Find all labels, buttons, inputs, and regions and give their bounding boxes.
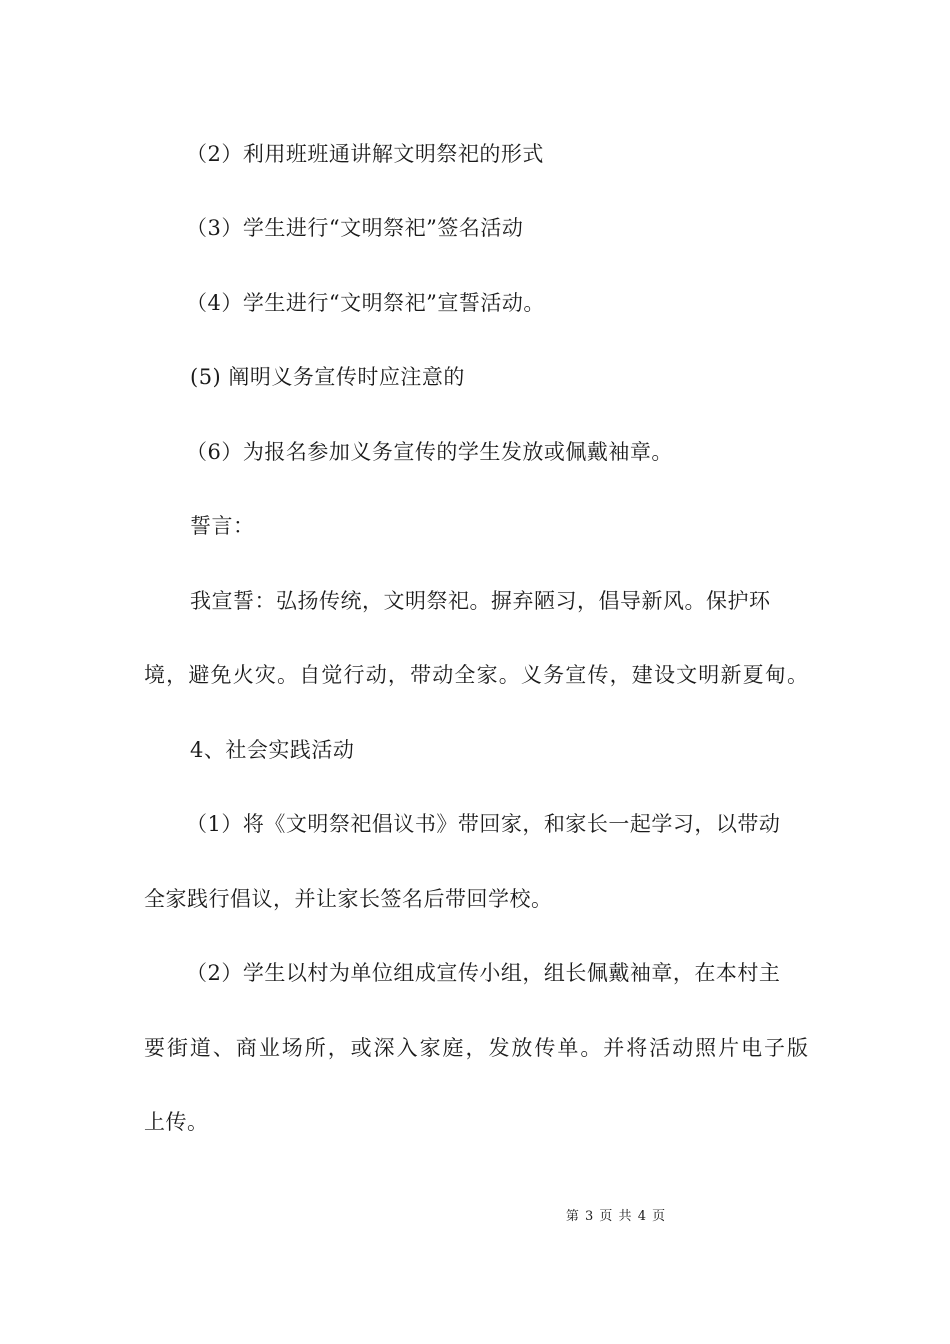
activity-line-5: 上传。 [144,1110,209,1134]
paragraph-line-3: （4）学生进行“文明祭祀”宣誓活动。 [186,291,545,315]
section-heading: 4、社会实践活动 [190,738,355,762]
paragraph-line-2: （3）学生进行“文明祭祀”签名活动 [186,216,524,240]
activity-line-3: （2）学生以村为单位组成宣传小组，组长佩戴袖章，在本村主 [186,961,781,985]
page-number-footer: 第 3 页 共 4 页 [565,1209,667,1224]
paragraph-line-5: （6）为报名参加义务宣传的学生发放或佩戴袖章。 [186,440,673,464]
oath-heading: 誓言： [190,514,255,538]
oath-text-line-1: 我宣誓：弘扬传统，文明祭祀。摒弃陋习，倡导新风。保护环 [190,589,771,613]
paragraph-line-4: (5) 阐明义务宣传时应注意的 [190,365,465,389]
activity-line-4: 要街道、商业场所，或深入家庭，发放传单。并将活动照片电子版 [144,1036,808,1060]
activity-line-1: （1）将《文明祭祀倡议书》带回家，和家长一起学习，以带动 [186,812,781,836]
paragraph-line-1: （2）利用班班通讲解文明祭祀的形式 [186,142,544,166]
activity-line-2: 全家践行倡议，并让家长签名后带回学校。 [144,887,553,911]
oath-text-line-2: 境，避免火灾。自觉行动，带动全家。义务宣传，建设文明新夏甸。 [144,663,808,687]
